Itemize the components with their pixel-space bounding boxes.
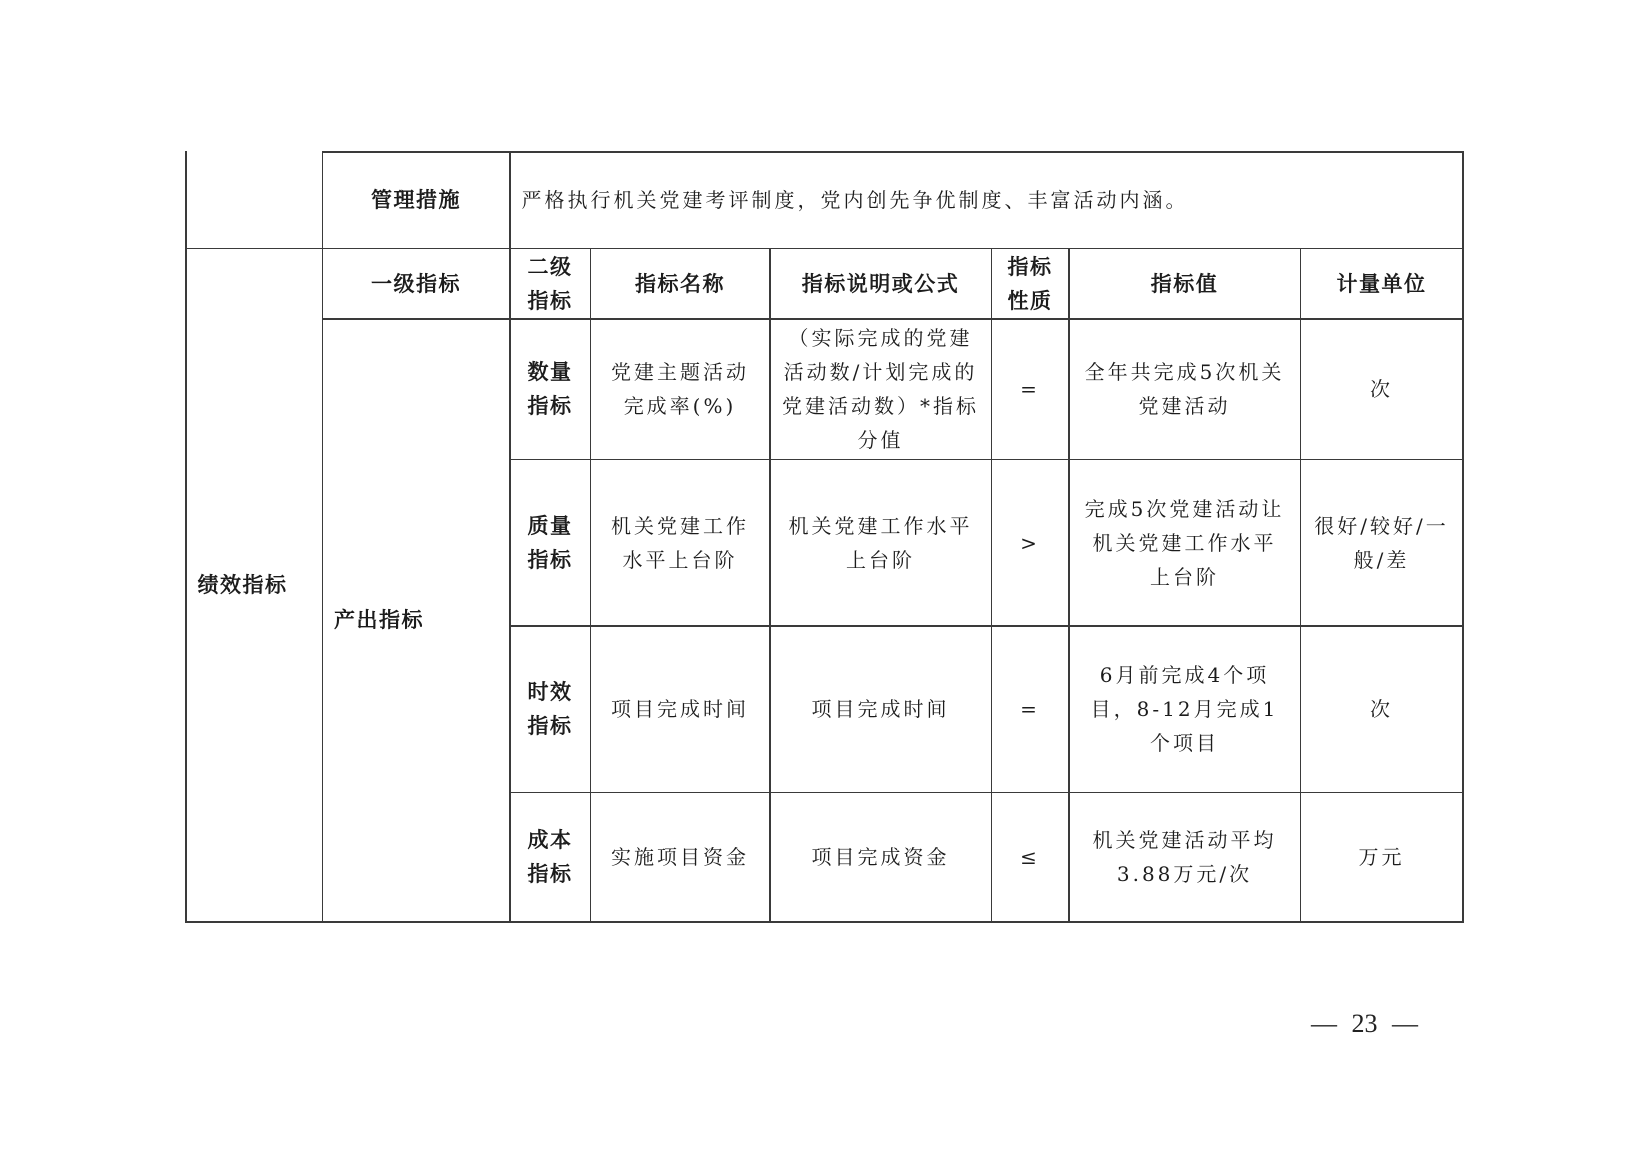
performance-indicator-label: 绩效指标 — [197, 573, 288, 597]
header-unit-text: 计量单位 — [1336, 271, 1427, 296]
table-cell-text: 党建主题活动完成率(%) — [611, 360, 749, 418]
row-cost-desc — [771, 793, 991, 921]
header-level1 — [323, 249, 509, 318]
table-cell-text: 完成5次党建活动让机关党建工作水平上台阶 — [1084, 496, 1285, 589]
header-nature-text: 指标性质 — [1007, 254, 1053, 313]
row-cost-level2 — [511, 793, 590, 921]
table-cell-text: 6月前完成4个项目，8-12月完成1个项目 — [1090, 663, 1279, 755]
row-timeliness-desc — [771, 627, 991, 792]
row-quality-value — [1070, 460, 1300, 625]
row-quantity-level2 — [511, 320, 590, 459]
management-label-cell — [323, 153, 509, 248]
row-cost-nature — [992, 793, 1068, 921]
table-cell-text: ≤ — [1020, 845, 1040, 869]
table-cell-text: 项目完成时间 — [611, 697, 749, 721]
row-quality-name — [591, 460, 769, 625]
row-quality-nature — [992, 460, 1068, 625]
blank-cell — [187, 151, 322, 248]
performance-table — [185, 151, 1464, 923]
performance-indicator-cell — [187, 249, 322, 921]
row-quantity-name — [591, 320, 769, 459]
header-name-text: 指标名称 — [635, 271, 725, 296]
header-desc-text: 指标说明或公式 — [801, 271, 960, 296]
row-quantity-unit — [1301, 320, 1462, 459]
table-cell-text: 次 — [1370, 697, 1393, 721]
output-indicator-cell — [323, 320, 509, 922]
row-timeliness-level2 — [511, 627, 590, 792]
header-level2 — [511, 249, 590, 318]
row-cost-value — [1070, 793, 1300, 921]
table-cell-text: 项目完成资金 — [811, 845, 950, 869]
table-cell-text: 质量指标 — [527, 513, 573, 572]
row-timeliness-value — [1070, 627, 1300, 792]
row-timeliness-nature — [992, 627, 1068, 792]
table-cell-text: 全年共完成5次机关党建活动 — [1084, 360, 1285, 418]
row-quantity-desc — [771, 320, 991, 459]
row-quantity-value — [1070, 320, 1300, 459]
header-name — [591, 249, 769, 318]
row-cost-unit — [1301, 793, 1462, 921]
row-cost-name — [591, 793, 769, 921]
row-timeliness-unit — [1301, 627, 1462, 792]
table-cell-text: 机关党建活动平均3.88万元/次 — [1092, 828, 1277, 886]
table-cell-text: > — [1020, 530, 1040, 555]
header-level1-text: 一级指标 — [371, 271, 461, 296]
header-desc — [771, 249, 991, 318]
table-cell-text: 次 — [1370, 377, 1393, 401]
header-nature — [992, 249, 1068, 318]
table-cell-text: 项目完成时间 — [811, 697, 950, 721]
row-quality-desc — [771, 460, 991, 625]
table-cell-text: = — [1020, 697, 1040, 721]
header-unit — [1301, 249, 1462, 318]
row-quality-unit — [1301, 460, 1462, 625]
table-cell-text: 实施项目资金 — [611, 845, 749, 869]
table-cell-text: （实际完成的党建活动数/计划完成的党建活动数）*指标分值 — [782, 326, 979, 452]
management-label: 管理措施 — [371, 188, 461, 212]
table-cell-text: 机关党建工作水平上台阶 — [788, 513, 973, 572]
header-value-text: 指标值 — [1150, 271, 1219, 296]
table-cell-text: 数量指标 — [527, 360, 573, 418]
header-value — [1070, 249, 1300, 318]
row-quality-level2 — [511, 460, 590, 625]
table-cell-text: 时效指标 — [527, 680, 573, 738]
table-cell-text: 成本指标 — [527, 828, 573, 886]
row-quantity-nature — [992, 320, 1068, 459]
management-content-cell — [511, 153, 1463, 248]
table-cell-text: 万元 — [1358, 845, 1405, 869]
management-content: 严格执行机关党建考评制度，党内创先争优制度、丰富活动内涵。 — [521, 188, 1189, 212]
output-indicator-label: 产出指标 — [334, 608, 424, 633]
table-cell-text: = — [1020, 377, 1040, 401]
header-level2-text: 二级指标 — [527, 254, 573, 313]
table-cell-text: 机关党建工作水平上台阶 — [611, 513, 749, 572]
row-timeliness-name — [591, 627, 769, 792]
table-cell-text: 很好/较好/一般/差 — [1314, 513, 1449, 572]
page-number: — 23 — — [1311, 1009, 1418, 1038]
